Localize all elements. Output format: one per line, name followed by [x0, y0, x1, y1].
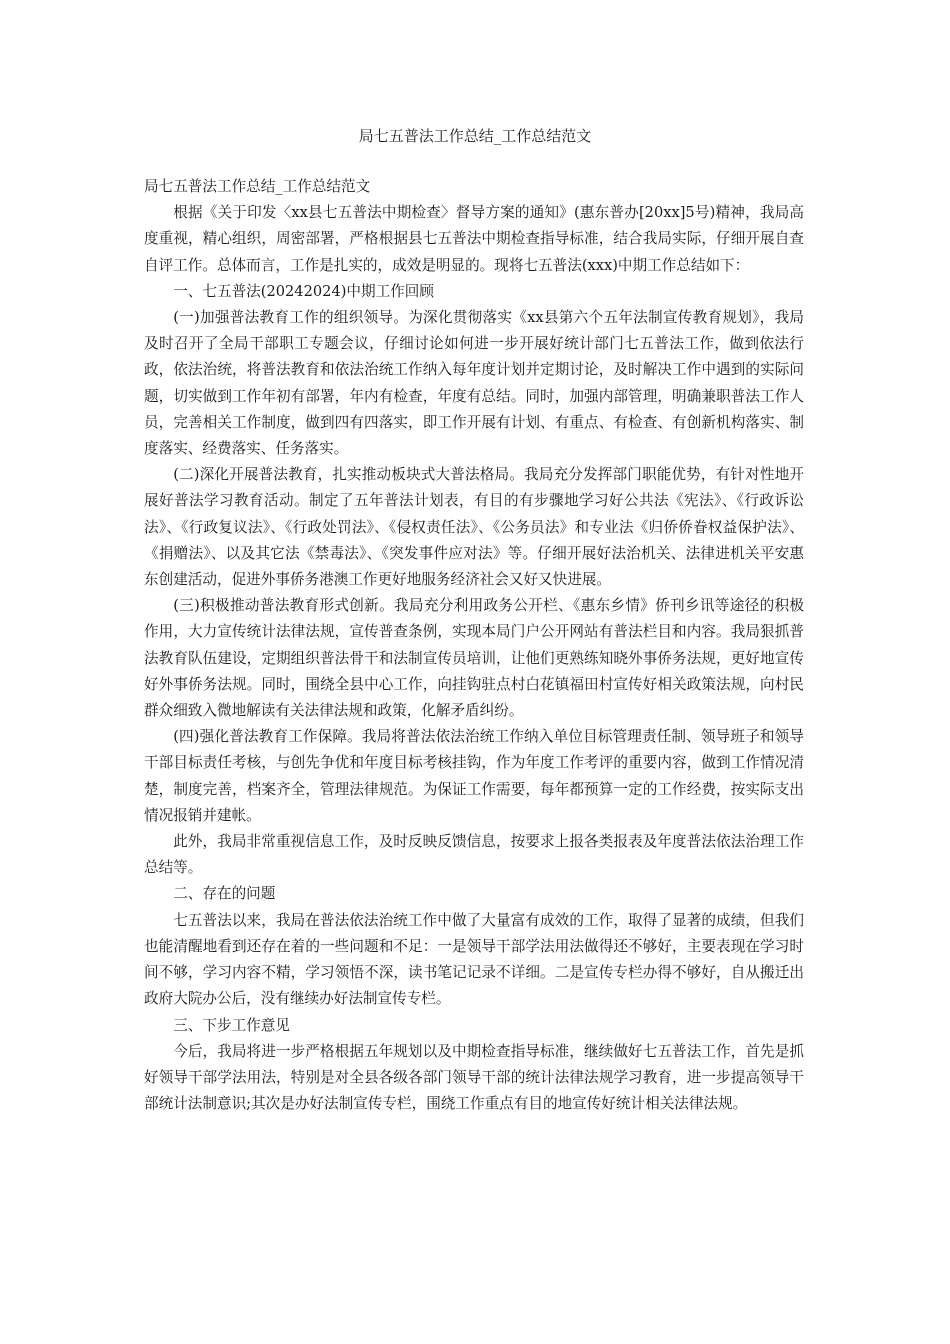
paragraph-education: (二)深化开展普法教育，扎实推动板块式大普法格局。我局充分发挥部门职能优势，有针对性地开展好普法学习教育活动。制定了五年普法计划表，有目的有步骤地学习好公共法《宪法》、《行政诉讼法》、《行政复议法》、《行政处罚法》、《侵权责任法》、《公务员法》和专业法《归侨侨眷权益保护法》、《捐赠法》、以及其它法《禁毒法》、《突发事件应对法》等。仔细开展好法治机关、法律进机关平安惠东创建活动，促进外事侨务港澳工作更好地服务经济社会又好又快进展。 [144, 466, 804, 589]
paragraph-intro: 根据《关于印发〈xx县七五普法中期检查〉督导方案的通知》(惠东普办[20xx]5号)精神，我局高度重视，精心组织，周密部署，严格根据县七五普法中期检查指导标准，结合我局实际，仔细开展自查自评工作。总体而言，工作是扎实的，成效是明显的。现将七五普法(xxx)中期工作总结如下： [144, 204, 804, 274]
document-body [144, 174, 804, 1117]
paragraph-problems: 七五普法以来，我局在普法依法治统工作中做了大量富有成效的工作，取得了显著的成绩，但我们也能清醒地看到还存在着的一些问题和不足：一是领导干部学法用法做得还不够好，主要表现在学习时间不够，学习内容不精，学习领悟不深，读书笔记记录不详细。二是宣传专栏办得不够好，自从搬迁出政府大院办公后，没有继续办好法制宣传专栏。 [144, 911, 804, 1008]
body-heading: 局七五普法工作总结_工作总结范文 [144, 178, 371, 195]
paragraph-next-steps: 今后，我局将进一步严格根据五年规划以及中期检查指导标准，继续做好七五普法工作，首先是抓好领导干部学法用法，特别是对全县各级各部门领导干部的统计法律法规学习教育，进一步提高领导干部统计法制意识;其次是办好法制宣传专栏，围绕工作重点有目的地宣传好统计相关法律法规。 [144, 1042, 804, 1113]
section-heading-next-steps: 三、下步工作意见 [173, 1016, 290, 1034]
document-title: 局七五普法工作总结_工作总结范文 [358, 127, 592, 145]
section-heading-problems: 二、存在的问题 [173, 885, 276, 903]
section-heading-review: 一、七五普法(20242024)中期工作回顾 [173, 282, 434, 300]
paragraph-information: 此外，我局非常重视信息工作，及时反映反馈信息，按要求上报各类报表及年度普法依法治理工作总结等。 [144, 833, 804, 877]
paragraph-innovation: (三)积极推动普法教育形式创新。我局充分利用政务公开栏、《惠东乡情》侨刊乡讯等途径的积极作用，大力宣传统计法律法规，宣传普查条例，实现本局门户公开网站有普法栏目和内容。我局狠抓普法教育队伍建设，定期组织普法骨干和法制宣传员培训，让他们更熟练知晓外事侨务法规，更好地宣传好外事侨务法规。同时，围绕全县中心工作，向挂钩驻点村白花镇福田村宣传好相关政策法规，向村民群众细致入微地解读有关法律法规和政策，化解矛盾纠纷。 [144, 597, 804, 720]
paragraph-guarantee: (四)强化普法教育工作保障。我局将普法依法治统工作纳入单位目标管理责任制、领导班子和领导干部目标责任考核，与创先争优和年度目标考核挂钩，作为年度工作考评的重要内容，做到工作情况清楚，制度完善，档案齐全，管理法律规范。为保证工作需要，每年都预算一定的工作经费，按实际支出情况报销并建帐。 [144, 728, 804, 824]
paragraph-organization: (一)加强普法教育工作的组织领导。为深化贯彻落实《xx县第六个五年法制宣传教育规划》，我局及时召开了全局干部职工专题会议，仔细讨论如何进一步开展好统计部门七五普法工作，做到依法行政，依法治统，将普法教育和依法治统工作纳入每年度计划并定期讨论，及时解决工作中遇到的实际问题，切实做到工作年初有部署，年内有检查，年度有总结。同时，加强内部管理，明确兼职普法工作人员，完善相关工作制度，做到四有四落实，即工作开展有计划、有重点、有检查、有创新机构落实、制度落实、经费落实、任务落实。 [144, 309, 804, 458]
